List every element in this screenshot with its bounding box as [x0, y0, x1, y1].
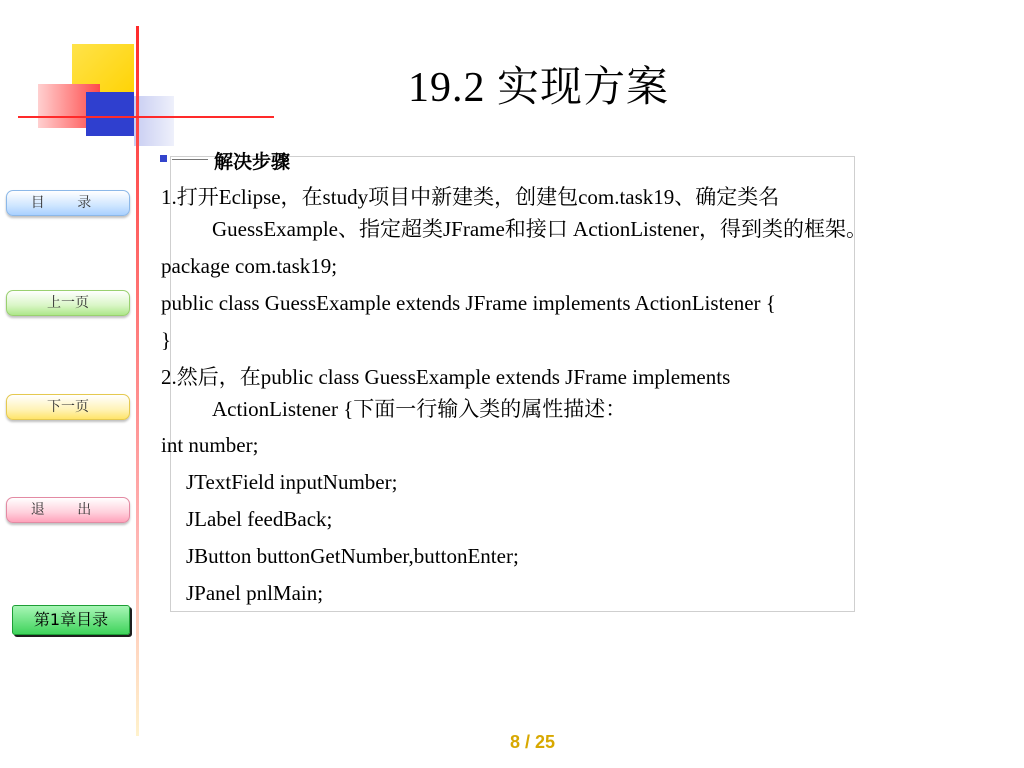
content-line: JButton buttonGetNumber,buttonEnter; [186, 544, 519, 568]
content-line: JPanel pnlMain; [186, 581, 324, 605]
prev-page-button[interactable]: 上一页 [6, 290, 130, 316]
content-line: JTextField inputNumber; [186, 470, 398, 494]
content-line: } [161, 328, 172, 352]
content-line: int number; [161, 433, 259, 457]
content-line: 2.然后，在public class GuessExample extends JFrame implements [161, 365, 731, 389]
decor-horizontal-line [18, 116, 274, 118]
bullet-dash [172, 159, 208, 160]
decor-blue-square [86, 92, 134, 136]
content-line: JLabel feedBack; [186, 507, 333, 531]
exit-button[interactable]: 退 出 [6, 497, 130, 523]
content-line: 1.打开Eclipse，在study项目中新建类，创建包com.task19、确定类名 [161, 185, 780, 209]
slide-title: 19.2 实现方案 [408, 65, 670, 111]
page-indicator: 8 / 25 [510, 732, 556, 752]
bullet-icon [160, 155, 167, 162]
content-line: ActionListener {下面一行输入类的属性描述： [212, 397, 627, 421]
content-line: package com.task19; [161, 254, 338, 278]
section-heading: 解决步骤 [214, 151, 291, 173]
chapter-toc-button[interactable]: 第1章目录 [12, 605, 130, 635]
next-page-button[interactable]: 下一页 [6, 394, 130, 420]
decor-vertical-line [136, 26, 139, 736]
content-line: GuessExample、指定超类JFrame和接口 ActionListener，得到类的框架。 [212, 217, 867, 241]
content-line: public class GuessExample extends JFrame implements ActionListener { [161, 291, 776, 315]
toc-button[interactable]: 目 录 [6, 190, 130, 216]
decor-lightblue-square [134, 96, 174, 146]
